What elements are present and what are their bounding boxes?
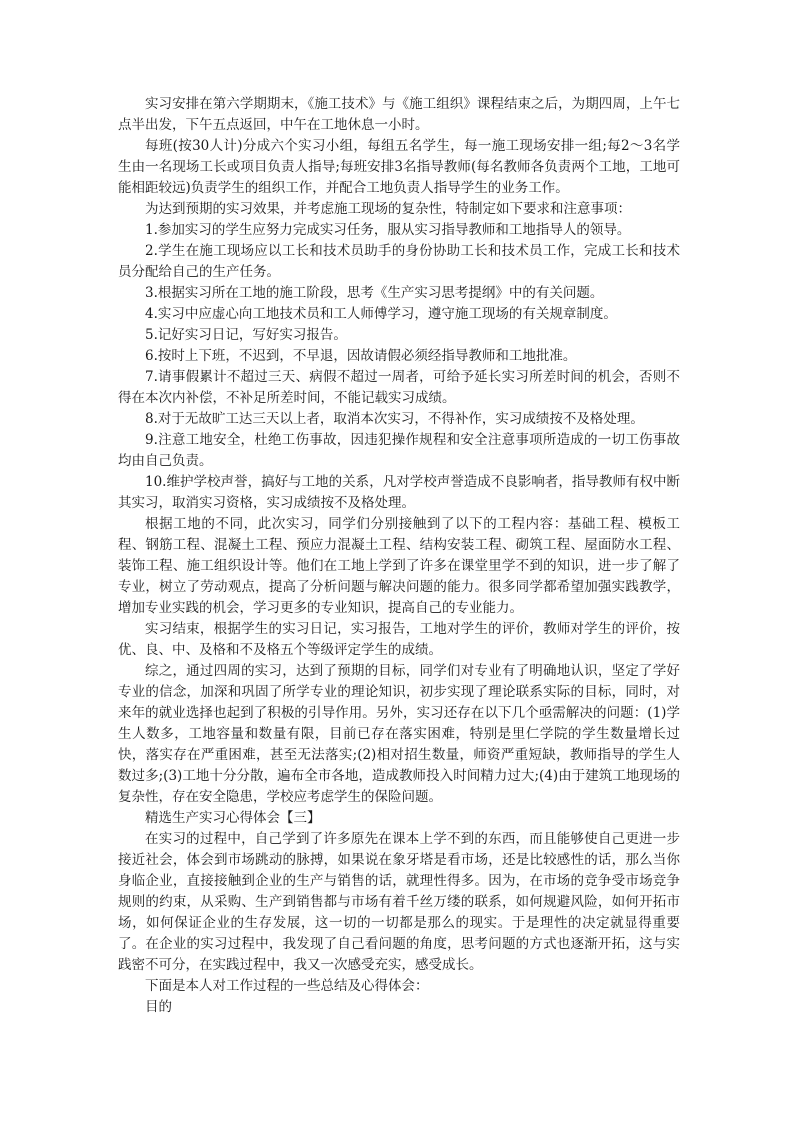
requirement-item-2: 2.学生在施工现场应以工长和技术员助手的身份协助工长和技术员工作，完成工长和技术员分配给自己的生产任务。	[118, 243, 680, 280]
paragraph-grading: 实习结束，根据学生的实习日记，实习报告，工地对学生的评价，教师对学生的评价，按优、良、中、及格和不及格五个等级评定学生的成绩。	[118, 621, 680, 658]
requirement-item-10: 10.维护学校声誉，搞好与工地的关系，凡对学校声誉造成不良影响者，指导教师有权中断其实习，取消实习资格，实习成绩按不及格处理。	[118, 474, 680, 511]
paragraph-schedule: 实习安排在第六学期期末，《施工技术》与《施工组织》课程结束之后，为期四周，上午七点半出发，下午五点返回，中午在工地休息一小时。	[118, 96, 680, 133]
requirement-item-5: 5.记好实习日记，写好实习报告。	[145, 327, 347, 343]
requirement-item-8: 8.对于无故旷工达三天以上者，取消本次实习，不得补作，实习成绩按不及格处理。	[145, 411, 644, 427]
requirement-item-6: 6.按时上下班，不迟到，不早退，因故请假必须经指导教师和工地批准。	[145, 348, 577, 364]
paragraph-groups: 每班(按30人计)分成六个实习小组，每组五名学生，每一施工现场安排一组;每2～3名学生由一名现场工长或项目负责人指导;每班安排3名指导教师(每名教师各负责两个工地，工地可能相距较远)负责学生的组织工作，并配合工地负责人指导学生的业务工作。	[118, 138, 680, 196]
paragraph-summary-intro: 下面是本人对工作过程的一些总结及心得体会：	[145, 978, 429, 994]
requirement-item-1: 1.参加实习的学生应努力完成实习任务，服从实习指导教师和工地指导人的领导。	[145, 222, 631, 238]
paragraph-experience: 在实习的过程中，自己学到了许多原先在课本上学不到的东西，而且能够使自己更进一步接近社会，体会到市场跳动的脉搏，如果说在象牙塔是看市场，还是比较感性的话，那么当你身临企业，直接接触到企业的生产与销售的话，就理性得多。因为，在市场的竞争受市场竞争规则的约束，从采购、生产到销售都与市场有着千丝万缕的联系，如何规避风险，如何开拓市场，如何保证企业的生存发展，这一切的一切都是那么的现实。于是理性的决定就显得重要了。在企业的实习过程中，我发现了自己看问题的角度，思考问题的方式也逐渐开拓，这与实践密不可分，在实践过程中，我又一次感受充实，感受成长。	[118, 831, 680, 973]
section-heading: 精选生产实习心得体会【三】	[145, 810, 321, 826]
document-body	[118, 94, 680, 1018]
paragraph-project-content: 根据工地的不同，此次实习，同学们分别接触到了以下的工程内容：基础工程、模板工程、钢筋工程、混凝土工程、预应力混凝土工程、结构安装工程、砌筑工程、屋面防水工程、装饰工程、施工组织设计等。他们在工地上学到了许多在课堂里学不到的知识，进一步了解了专业，树立了劳动观点，提高了分析问题与解决问题的能力。很多同学都希望加强实践教学，增加专业实践的机会，学习更多的专业知识，提高自己的专业能力。	[118, 516, 680, 616]
requirement-item-9: 9.注意工地安全，杜绝工伤事故，因违犯操作规程和安全注意事项所造成的一切工伤事故均由自己负责。	[118, 432, 680, 469]
requirement-item-3: 3.根据实习所在工地的施工阶段，思考《生产实习思考提纲》中的有关问题。	[145, 285, 604, 301]
paragraph-summary: 综之，通过四周的实习，达到了预期的目标，同学们对专业有了明确地认识，坚定了学好专业的信念，加深和巩固了所学专业的理论知识，初步实现了理论联系实际的目标，同时，对来年的就业选择也起到了积极的引导作用。另外，实习还存在以下几个亟需解决的问题：(1)学生人数多，工地容量和数量有限，目前已存在落实困难，特别是里仁学院的学生数量增长过快，落实存在严重困难，甚至无法落实;(2)相对招生数量，师资严重短缺，教师指导的学生人数过多;(3)工地十分分散，遍布全市各地，造成教师投入时间精力过大;(4)由于建筑工地现场的复杂性，存在安全隐患，学校应考虑学生的保险问题。	[118, 663, 680, 805]
requirement-item-7: 7.请事假累计不超过三天、病假不超过一周者，可给予延长实习所差时间的机会，否则不得在本次内补偿，不补足所差时间，不能记载实习成绩。	[118, 369, 680, 406]
paragraph-requirements-intro: 为达到预期的实习效果，并考虑施工现场的复杂性，特制定如下要求和注意事项：	[145, 201, 631, 217]
requirement-item-4: 4.实习中应虚心向工地技术员和工人师傅学习，遵守施工现场的有关规章制度。	[145, 306, 617, 322]
paragraph-purpose-heading: 目的	[145, 999, 172, 1015]
